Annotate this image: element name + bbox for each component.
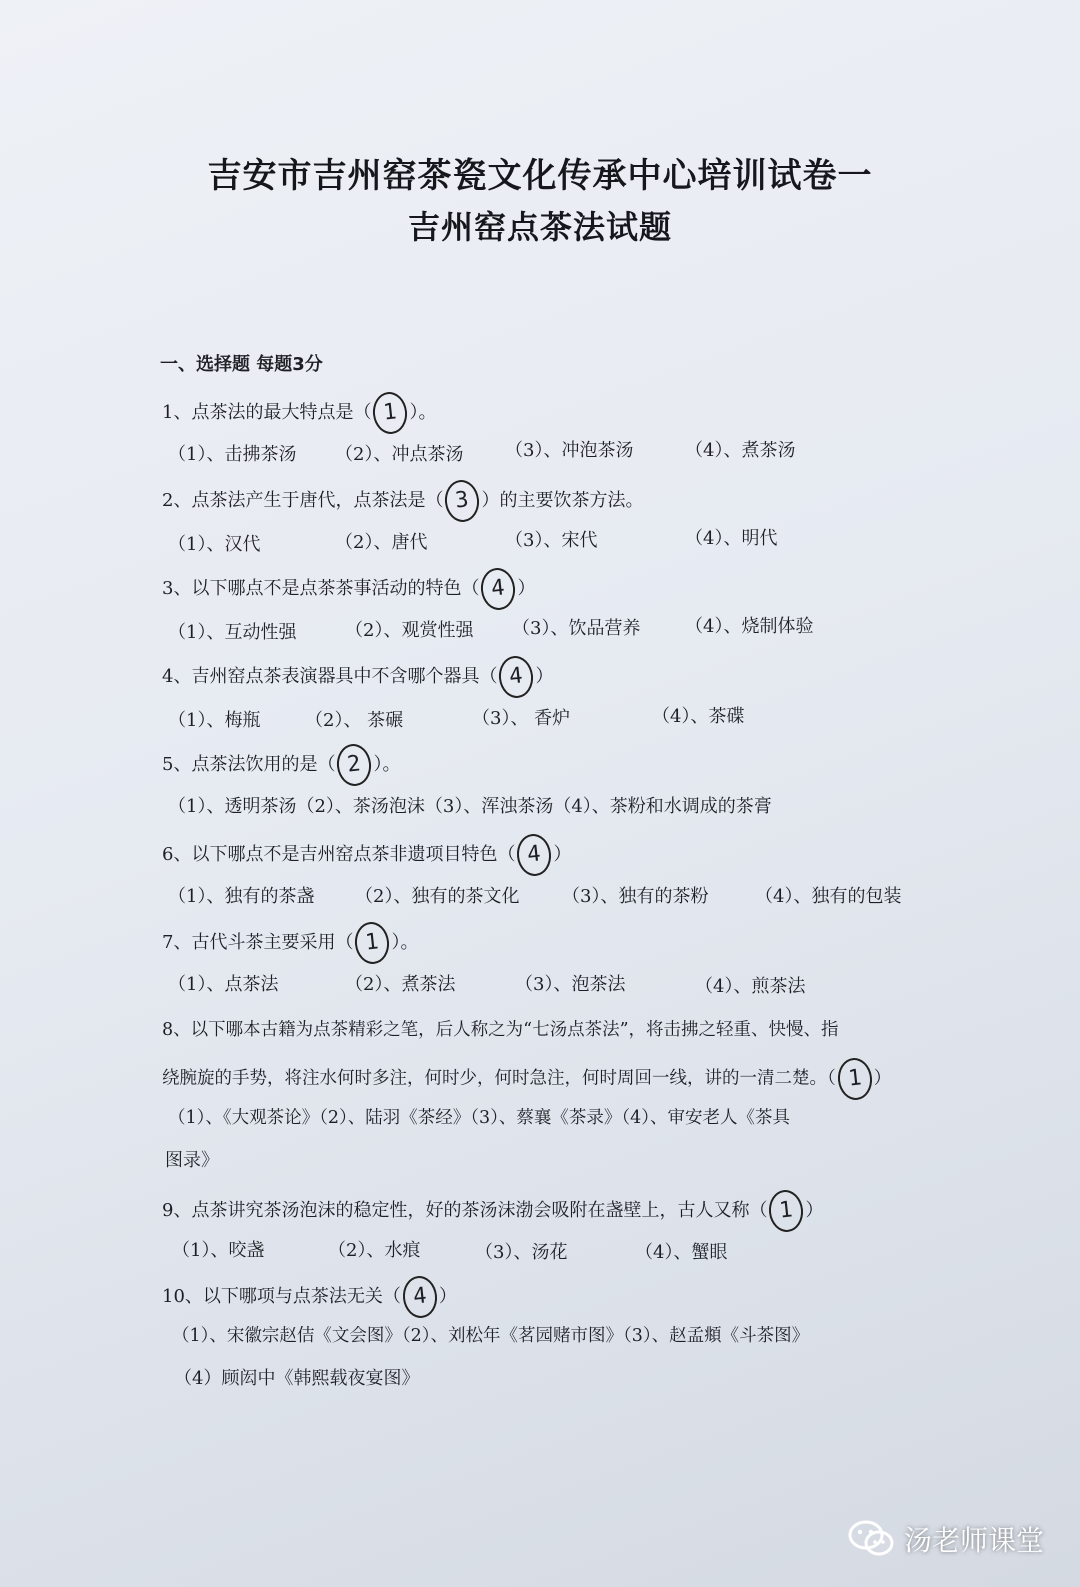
option: （4）、明代 — [685, 528, 778, 549]
option: 图录》 — [165, 1150, 219, 1171]
handwritten-answer: 1 — [836, 1056, 874, 1101]
option: （2）、观赏性强 — [345, 620, 474, 641]
option: （1）、《大观茶论》（2）、陆羽《茶经》（3）、蔡襄《茶录》（4）、审安老人《茶具 — [168, 1108, 791, 1128]
question-6 — [162, 834, 571, 876]
question-tail: ） — [873, 1068, 892, 1089]
question-tail: ）。 — [409, 402, 437, 423]
question-text: 3、以下哪点不是点茶茶事活动的特色（ — [162, 578, 480, 599]
question-text: 绕腕旋的手势，将注水何时多注，何时少，何时急注，何时周回一线，讲的一清二楚。（ — [162, 1068, 836, 1089]
option: （3）、冲泡茶汤 — [505, 440, 634, 461]
question-1 — [162, 392, 436, 434]
question-tail: ）。 — [373, 754, 401, 775]
handwritten-answer: 4 — [479, 566, 517, 611]
option: （2）、 茶碾 — [305, 710, 404, 731]
question-tail: ）。 — [391, 932, 419, 953]
question-tail: ） — [553, 844, 572, 865]
option: （4）、蟹眼 — [635, 1242, 728, 1263]
question-9 — [162, 1190, 823, 1232]
option: （2）、冲点茶汤 — [335, 444, 464, 465]
option: （1）、击拂茶汤 — [168, 444, 297, 465]
option: （3）、汤花 — [475, 1242, 568, 1263]
handwritten-answer: 4 — [497, 654, 535, 699]
option: （3）、饮品营养 — [512, 618, 641, 639]
question-text: 8、以下哪本古籍为点茶精彩之笔，后人称之为“七汤点茶法”，将击拂之轻重、快慢、指 — [162, 1020, 839, 1040]
option: （1）、汉代 — [168, 534, 261, 555]
question-8 — [162, 1016, 839, 1041]
option: （4）、煎茶法 — [695, 976, 806, 997]
question-text: 7、古代斗茶主要采用（ — [162, 932, 354, 953]
option: （2）、唐代 — [335, 532, 428, 553]
question-text: 5、点茶法饮用的是（ — [162, 754, 336, 775]
question-tail: ） — [805, 1200, 824, 1221]
question-text: 2、点茶法产生于唐代，点茶法是（ — [162, 490, 444, 511]
wechat-icon — [848, 1519, 894, 1559]
option: （4）、独有的包装 — [755, 886, 902, 907]
question-text: 1、点茶法的最大特点是（ — [162, 402, 372, 423]
question-text: 4、吉州窑点茶表演器具中不含哪个器具（ — [162, 666, 498, 687]
question-text: 10、以下哪项与点茶法无关（ — [162, 1286, 401, 1307]
option: （3）、 香炉 — [472, 708, 571, 729]
handwritten-answer: 1 — [767, 1188, 805, 1233]
question-3 — [162, 568, 535, 610]
handwritten-answer: 1 — [371, 390, 409, 435]
question-4 — [162, 656, 553, 698]
option: （1）、独有的茶盏 — [168, 886, 315, 907]
question-5 — [162, 744, 400, 786]
option: （2）、煮茶法 — [345, 974, 456, 995]
option: （4）顾闳中《韩熙载夜宴图》 — [174, 1368, 420, 1389]
handwritten-answer: 2 — [335, 742, 373, 787]
exam-title: 吉安市吉州窑茶瓷文化传承中心培训试卷一 — [207, 156, 873, 196]
section-heading: 一、选择题 每题3分 — [160, 354, 323, 375]
question-text: 6、以下哪点不是吉州窑点茶非遗项目特色（ — [162, 844, 516, 865]
question-2 — [162, 480, 643, 522]
watermark-text: 汤老师课堂 — [903, 1524, 1044, 1557]
option: （1）、咬盏 — [172, 1240, 265, 1261]
option: （1）、透明茶汤（2）、茶汤泡沫（3）、浑浊茶汤（4）、茶粉和水调成的茶膏 — [168, 796, 772, 817]
exam-subtitle: 吉州窑点茶法试题 — [407, 208, 672, 246]
watermark — [848, 1519, 1044, 1559]
option: （4）、茶碟 — [652, 706, 745, 727]
question-text: 9、点茶讲究茶汤泡沫的稳定性，好的茶汤沫渤会吸附在盏壁上，古人又称（ — [162, 1200, 768, 1221]
option: （2）、独有的茶文化 — [355, 886, 520, 907]
option: （3）、宋代 — [505, 530, 598, 551]
handwritten-answer: 4 — [401, 1274, 439, 1319]
option: （1）、梅瓶 — [168, 710, 261, 731]
question-8-cont — [162, 1058, 891, 1100]
option: （1）、点茶法 — [168, 974, 279, 995]
question-tail: ） — [535, 666, 554, 687]
option: （1）、互动性强 — [168, 622, 297, 643]
option: （1）、宋徽宗赵佶《文会图》（2）、刘松年《茗园赌市图》（3）、赵孟頫《斗茶图》 — [172, 1326, 810, 1346]
option: （2）、水痕 — [328, 1240, 421, 1261]
question-tail: ） — [438, 1286, 457, 1307]
option: （4）、烧制体验 — [685, 616, 814, 637]
handwritten-answer: 4 — [515, 832, 553, 877]
handwritten-answer: 3 — [443, 478, 481, 523]
question-10 — [162, 1276, 457, 1318]
option: （3）、独有的茶粉 — [562, 886, 709, 907]
question-tail: ） — [517, 578, 536, 599]
question-7 — [162, 922, 418, 964]
option: （3）、泡茶法 — [515, 974, 626, 995]
question-tail: ）的主要饮茶方法。 — [481, 490, 644, 511]
option: （4）、煮茶汤 — [685, 440, 796, 461]
handwritten-answer: 1 — [353, 920, 391, 965]
